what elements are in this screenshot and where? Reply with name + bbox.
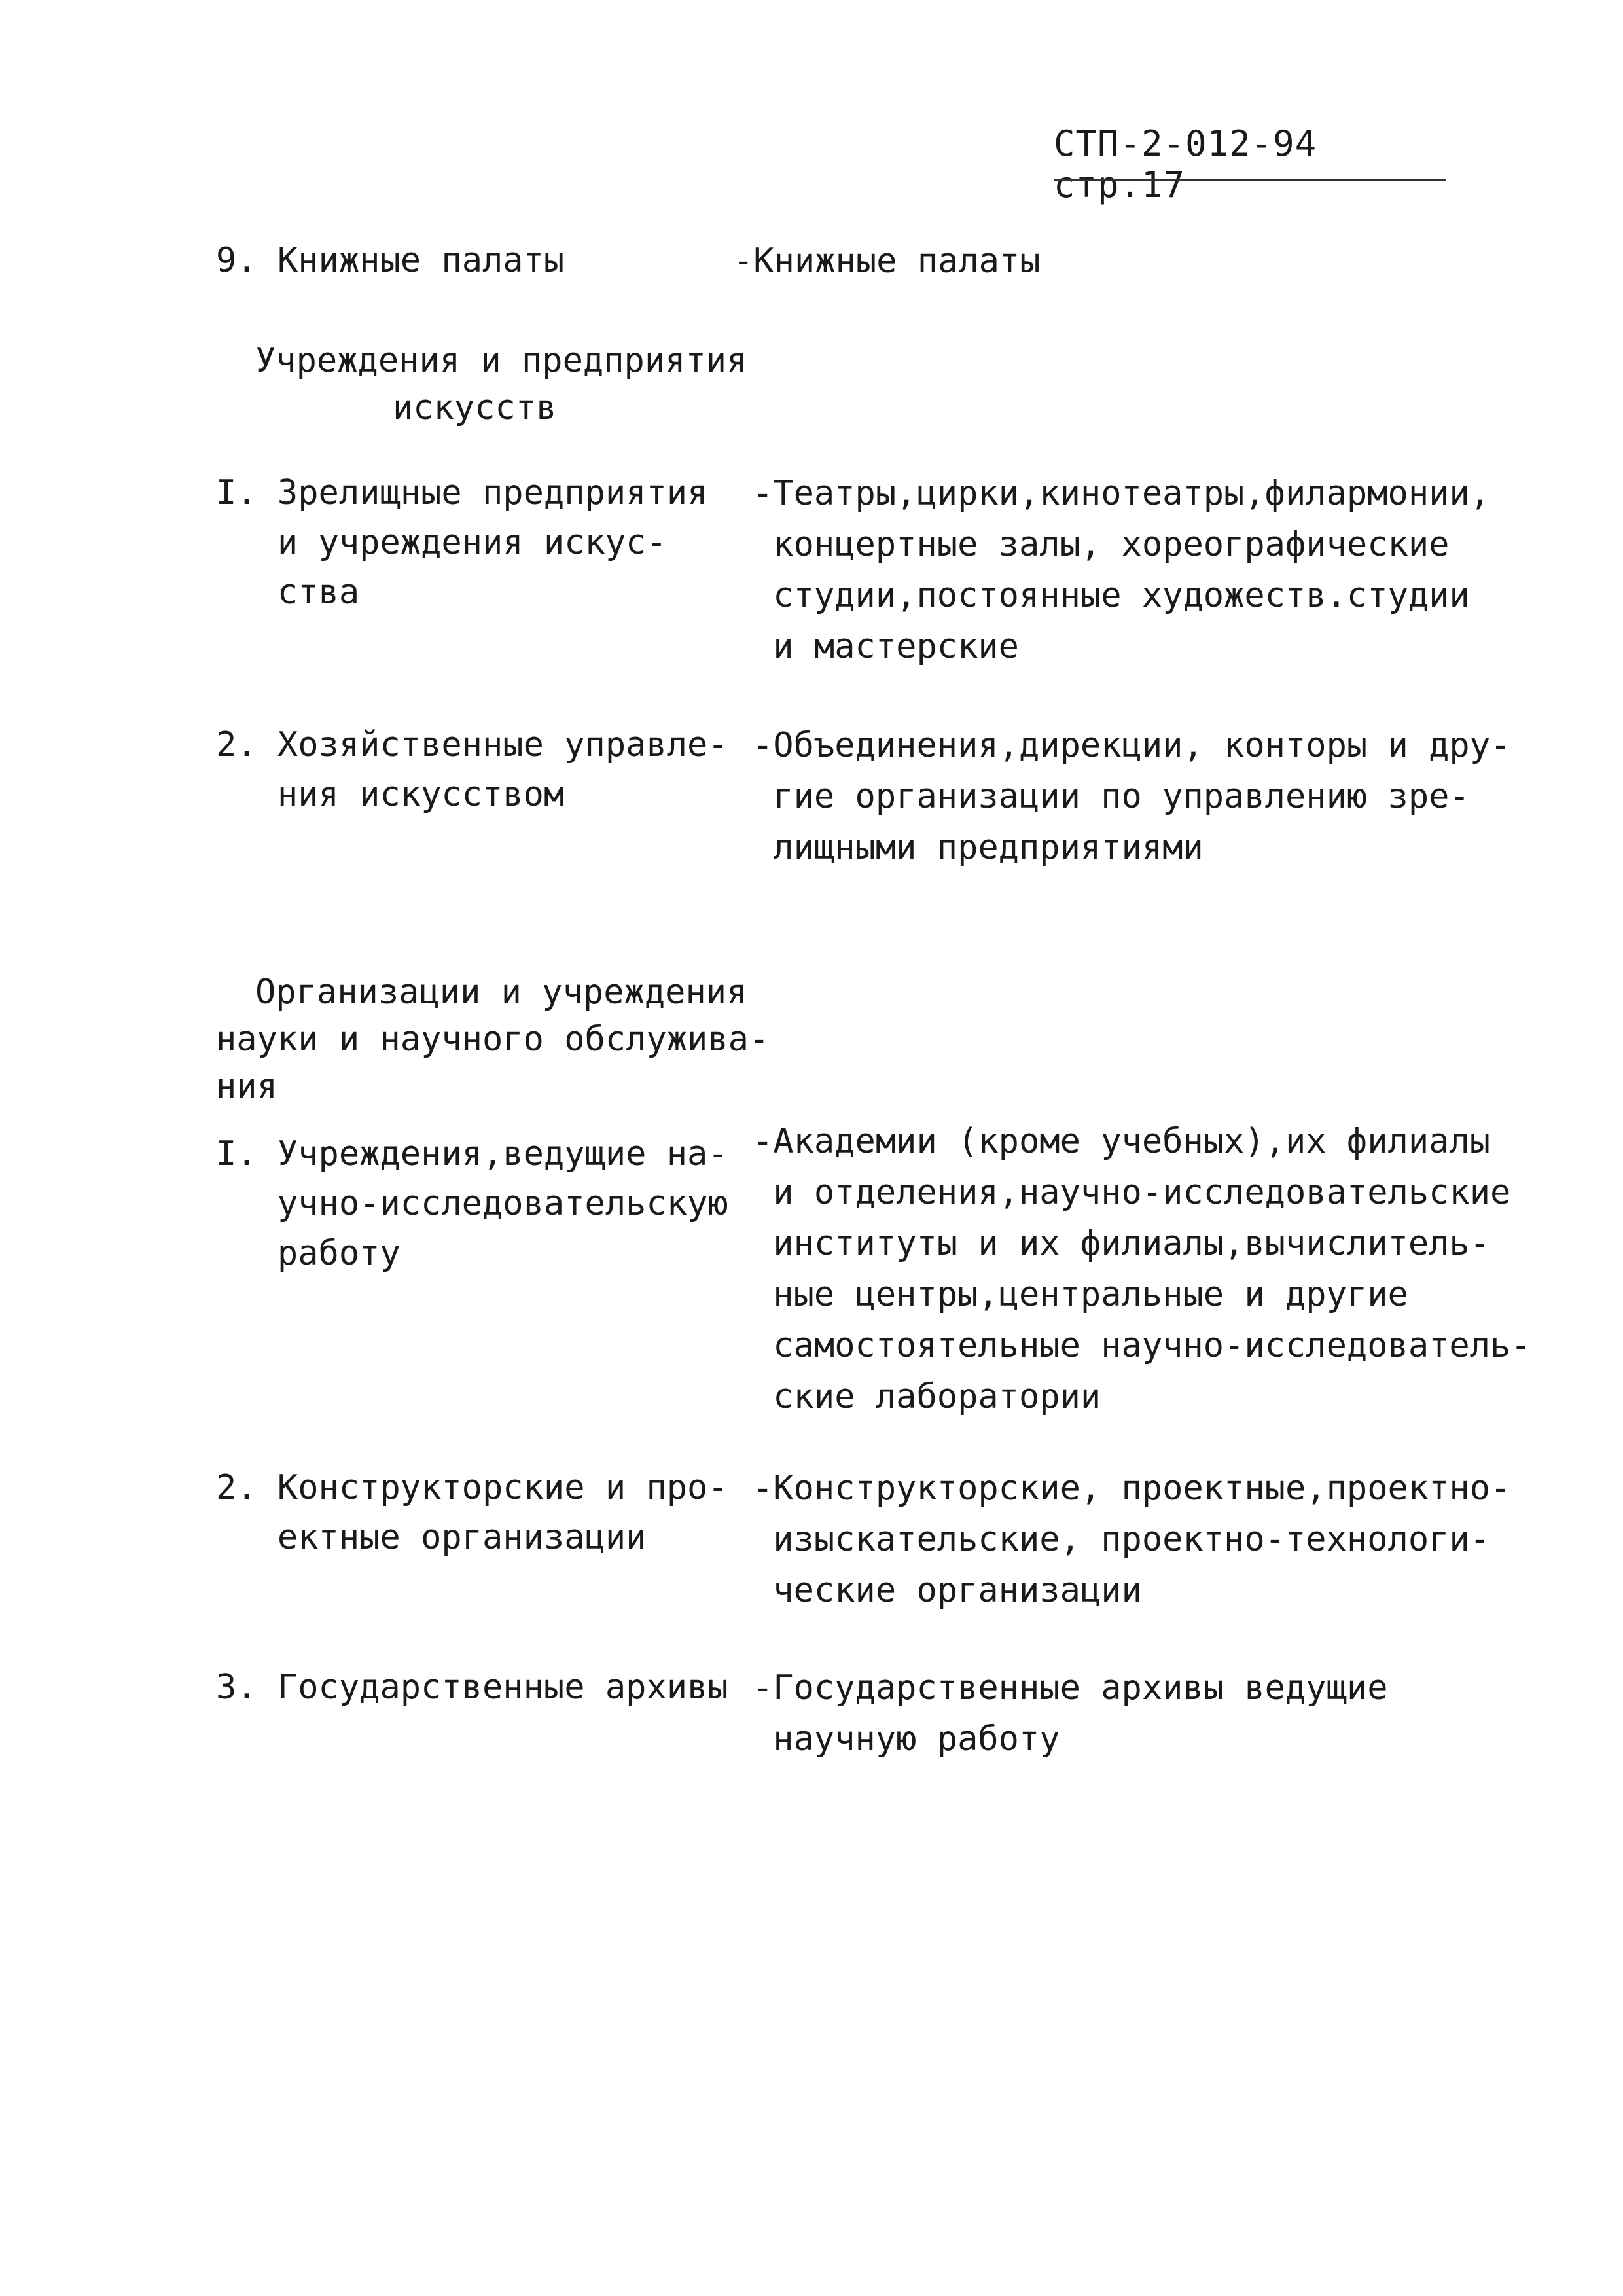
science-entry-2-right: -Конструкторские, проектные,проектно- изыскательские, проектно-технологи- ческие организации [753,1469,1511,1610]
entry-9-description: -Книжные палаты [733,242,1041,281]
entry-9-title: Книжные палаты [277,241,565,280]
science-entry-3-left: 3. Государственные архивы [216,1668,728,1707]
arts-entry-2-left: 2. Хозяйственные управле- ния искусством [216,725,728,814]
science-entry-2-left: 2. Конструкторские и про- ектные организации [216,1468,728,1557]
arts-entry-1-right: -Театры,цирки,кинотеатры,филармонии, концертные залы, хореографические студии,постоянные художеств.студии и мастерские [753,474,1491,666]
arts-entry-1-left: I. Зрелищные предприятия и учреждения искус- ства [216,473,708,612]
entry-9-number: 9. [216,241,257,280]
arts-entry-2-right: -Объединения,дирекции, конторы и дру- гие организации по управлению зре- лищными предприятиями [753,726,1511,867]
section-heading-arts: Учреждения и предприятия искусств [255,341,747,427]
document-code: СТП-2-012-94 стр.17 [1054,123,1317,206]
science-entry-1-left: I. Учреждения,ведущие на- учно-исследовательскую работу [216,1134,728,1273]
entry-9-left [216,236,740,285]
section-heading-science: Организации и учреждения науки и научного обслужива- ния [216,973,770,1106]
science-entry-1-right: -Академии (кроме учебных),их филиалы и отделения,научно-исследовательские институты и их филиалы,вычислитель- ные центры,центральные и другие самостоятельные научно-исследователь- ские лаборатории [753,1122,1531,1416]
header-underline [1054,177,1446,181]
science-entry-3-right: -Государственные архивы ведущие научную работу [753,1668,1388,1759]
entry-9-right [733,236,1505,287]
document-header [1054,123,1446,206]
